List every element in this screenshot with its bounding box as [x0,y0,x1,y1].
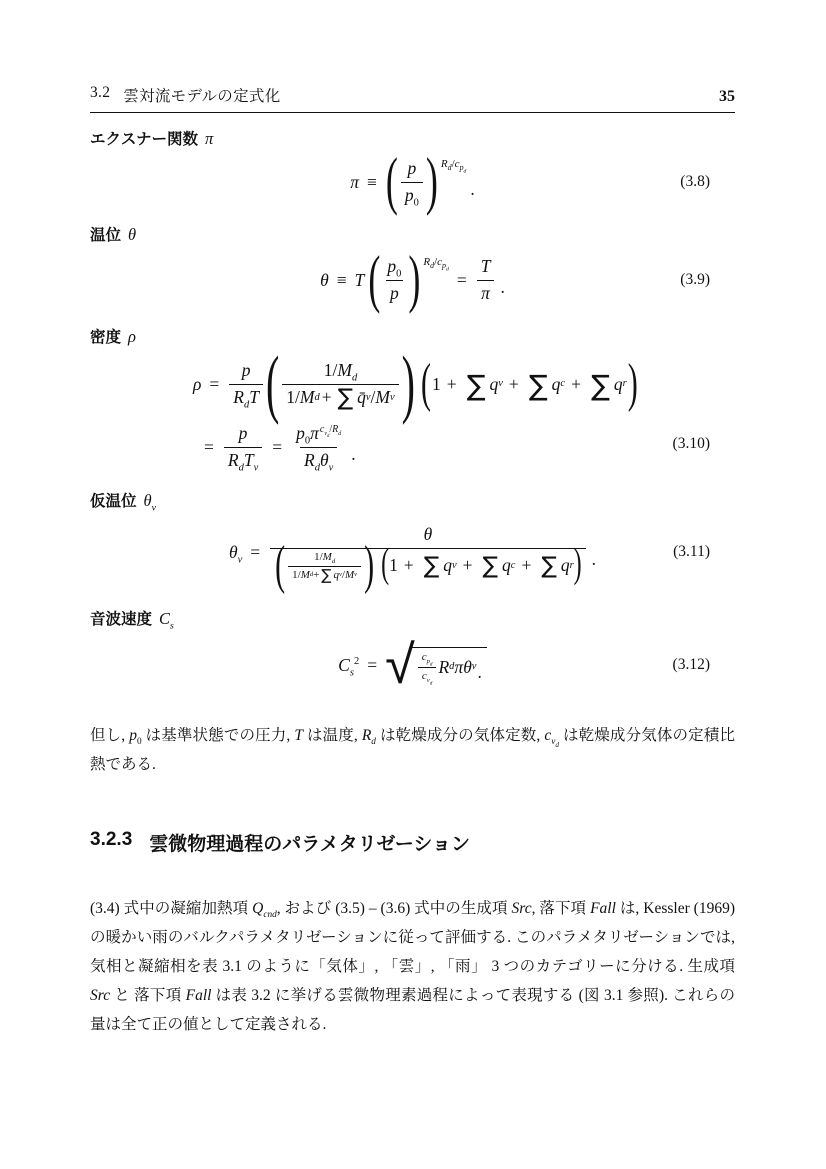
math-sym: c [319,423,325,435]
math-row [274,535,582,595]
body-text: と 落下項 [110,987,186,1004]
sigma-sum-symbol: ∑ [541,552,557,579]
left-paren: ( [368,242,381,315]
math-sub: d [351,372,358,384]
math-sym: C [159,609,171,628]
right-paren: ) [425,144,438,217]
math-sym: q [333,568,339,581]
slash: / [451,158,455,171]
frac-num: p [238,423,248,443]
equation-number: (3.10) [672,435,710,452]
math-sym: q [502,555,511,575]
inline-math: Q [252,900,264,917]
period: . [351,443,356,464]
exponent [319,423,342,440]
math-sub: 0 [396,268,402,280]
equation-number: (3.11) [673,543,710,560]
body-text: は乾燥成分の気体定数, [375,727,545,744]
frac-num [320,360,361,384]
right-paren: ) [573,542,582,587]
math-sym: q [443,555,452,575]
math-sym: T [249,387,259,407]
slash: / [370,387,376,407]
math-subsub: d [555,740,559,749]
equation-number: (3.12) [672,656,710,673]
math-sym: v [551,737,556,748]
right-paren: ) [401,339,415,426]
sigma-sum-symbol: ∑ [482,552,499,579]
sigma-sum-symbol: ∑ [590,368,610,402]
math-sup: 2 [353,655,360,667]
equation-3-8 [90,144,735,217]
plus-sign: + [313,568,320,581]
left-paren: ( [421,353,431,414]
fraction [477,256,495,304]
math-sym: 1 [432,373,441,394]
math-sub: 0 [413,197,419,209]
math-row: 1/ M d + ∑ q v / M v [292,565,358,584]
frac-den: π [477,280,494,304]
radicand [410,647,487,687]
right-paren: ) [627,353,638,414]
math-sym: R [304,450,315,471]
math-sym: c [454,158,460,171]
equals-sign: = [209,373,220,394]
fraction [383,256,405,304]
plus-sign: + [403,555,414,575]
term-name: 仮温位 [90,493,137,510]
body-text: , および (3.5) – (3.6) 式中の生成項 [276,900,512,917]
sigma-sum-symbol: ∑ [423,552,440,579]
math-sub [426,677,433,687]
math-sym: q̄ [357,387,366,407]
left-paren: ( [275,535,286,595]
frac-num: p [241,360,251,380]
body-text: , 落下項 [531,900,591,917]
term-name: 温位 [90,227,122,244]
frac-num [418,651,437,668]
theta-symbol: θ [320,450,329,471]
math-sub: cnd [263,910,277,921]
term-name: エクスナー関数 [90,131,199,148]
math-sym: q [551,373,561,394]
math-sym: q [613,373,623,394]
frac-num [383,256,405,280]
section-title: 雲対流モデルの定式化 [123,88,281,105]
math-sym: p [387,256,397,276]
math-row: R d π θ v . [438,656,482,682]
math-sub: s [170,620,174,632]
inline-math: p [129,727,137,744]
math-sym: T [243,450,254,470]
inline-math: Fall [590,900,616,917]
math-sub [442,261,449,273]
math-sym: p [459,163,464,173]
term-name: 密度 [90,329,122,346]
equiv-sign: ≡ [367,171,377,192]
equation-number: (3.9) [680,271,710,288]
math-subsub: d [429,680,433,687]
math-lhs: ρ [193,373,202,394]
equation-line-2 [204,419,735,475]
math-sub: s [349,667,354,678]
equation-number: (3.8) [680,173,710,190]
body-text: 但し, [90,727,130,744]
theta-symbol: θ [228,541,238,562]
running-header [90,84,735,113]
math-sub: d [314,462,320,474]
equals-sign: = [367,654,378,675]
frac-den [418,667,436,687]
math-sym: 1/ [286,387,300,407]
math-sub: d [338,430,342,437]
period: . [477,661,482,682]
plus-sign: + [446,373,457,394]
left-paren: ( [385,144,398,217]
frac-den [300,447,337,474]
math-sym: R [438,656,450,677]
inline-math: Fall [185,987,212,1004]
slash: / [434,256,438,269]
math-sub: v [151,502,157,514]
sigma-sum-symbol: ∑ [466,368,486,402]
sigma-sum-symbol: ∑ [321,565,332,584]
equiv-sign: ≡ [336,269,347,290]
body-paragraph [90,894,735,1039]
slash: / [341,568,345,581]
math-subsub: d [463,168,467,175]
body-text: (3.4) 式中の凝縮加熱項 [90,900,253,917]
equals-sign: = [204,436,214,457]
frac-den [288,565,361,584]
math-sym: θ [143,491,152,510]
period: . [470,178,475,199]
math-sym: M [300,568,310,581]
subsection-number: 3.2.3 [90,829,133,850]
math-sym: 1/ [314,550,323,563]
theta-symbol: θ [463,656,472,677]
math-sub: d [430,261,435,271]
frac-num [292,423,345,447]
math-sym: 1/ [323,360,338,380]
term-name: 音波速度 [90,611,153,628]
rho-symbol: ρ [128,327,136,346]
math-subsub: d [429,661,433,667]
math-sub: 0 [304,435,311,447]
body-text: は表 3.2 に挙げる雲微物理素過程によって表現する (図 3.1 参照). これらの量は全て正の値として定義される. [90,987,735,1033]
term-label-exner [90,127,735,149]
math-sym: T [354,269,365,290]
math-sym: 1 [389,555,398,575]
math-sym: M [337,360,352,380]
math-sym: p [442,261,446,271]
frac-den: p [386,280,403,304]
math-sym: p [404,185,414,205]
math-sub: v [253,462,259,474]
math-sym: M [375,387,390,407]
equation-3-9 [90,242,735,315]
inline-math: T [294,727,303,744]
cs-symbol [159,609,174,632]
math-sub: 0 [136,737,142,748]
math-sym: M [322,550,332,563]
math-sym: c [437,256,443,269]
section-number: 3.2 [90,84,111,101]
math-subsub: d [445,266,449,273]
math-sub: d [238,462,244,474]
fraction [229,360,263,411]
equation-line-1 [193,339,735,426]
math-sub: d [243,399,250,411]
math-sym: M [344,568,355,581]
plus-sign: + [462,555,473,575]
pi-symbol: π [205,129,214,148]
sigma-sum-symbol: ∑ [337,384,354,411]
math-sub: d [447,163,452,173]
math-sym: C [338,654,350,675]
factor-group: ( 1 + ∑ q v + ∑ q c + ∑ q r ) [381,542,582,587]
sigma-sum-symbol: ∑ [528,368,548,402]
frac-num: p [407,158,417,178]
frac-den [270,535,586,595]
math-lhs [338,655,359,676]
math-sym: R [233,387,244,407]
frac-num: θ [423,523,433,544]
frac-den [401,182,423,209]
math-sub [551,737,559,747]
left-paren: ( [265,339,280,426]
math-sub [427,658,433,665]
theta-v-symbol [143,491,157,514]
equals-sign: = [250,541,261,562]
pi-symbol: π [310,422,319,443]
math-sym: M [299,387,315,407]
frac-den [282,384,398,411]
factor-group: ( 1 + ∑ q v + ∑ q c + ∑ q r ) [421,353,638,414]
math-sym: p [426,657,430,665]
plus-sign: + [571,373,581,394]
math-sym: c [421,650,427,663]
fraction [282,360,398,411]
small-fraction [418,650,437,687]
math-sym: q [489,373,499,394]
inline-math: c [544,727,552,744]
exponent [423,256,449,273]
equation-3-10 [193,339,735,475]
inline-math: Src [90,987,111,1004]
page-number: 35 [719,88,735,105]
exponent [440,158,467,175]
right-paren: ) [364,535,375,595]
fraction [292,422,345,474]
inline-math: R [361,727,372,744]
math-sym: p [296,422,305,443]
math-sym: R [423,256,431,269]
period: . [500,276,505,297]
math-sub: v [237,554,243,565]
pi-symbol: π [454,656,464,677]
math-row: 1/ M d + ∑ q̄ v / M v [286,384,395,411]
body-text: は温度, [302,727,362,744]
left-paren: ( [381,542,390,587]
fraction [401,158,423,209]
math-sym: q [560,555,570,575]
math-sub: v [328,462,334,474]
running-header-title [90,84,281,106]
math-sym: R [227,450,239,470]
math-sym: v [426,677,430,685]
plus-sign: + [508,373,519,394]
equals-sign: = [272,436,283,457]
subsection-title: 雲微物理過程のパラメタリゼーション [149,834,470,855]
slash: / [329,423,333,435]
frac-den [229,384,263,411]
math-sub: d [331,557,336,565]
body-text: は基準状態での圧力, [141,727,295,744]
fraction [224,423,262,474]
math-sym: 1/ [292,568,301,581]
math-sym: R [440,158,448,171]
body-text: は, Kessler (1969) の暖かい雨のバルクパラメタリゼーションに従って評価する. このパラメタリゼーションでは, 気相と凝縮相を表 3.1 のように「気体」, 「雲」, 「雨」 3 つのカテゴリーに分ける. 生成項 [90,900,735,975]
math-subsub: d [327,434,330,440]
right-paren: ) [408,242,421,315]
math-sym: R [332,423,339,435]
math-sym: v [324,430,328,437]
equals-sign: = [456,269,467,290]
math-lhs: θ [320,269,329,290]
note-paragraph [90,721,735,779]
body-text: は乾燥成分気体の定積比熱である. [90,727,735,773]
math-lhs [229,542,242,563]
plus-sign: + [321,387,332,407]
frac-num [310,551,339,566]
subsection-heading [90,829,735,856]
inline-math: Src [511,900,532,917]
square-root: √ $\frac{c_{p_d}}{c_{v_d}}$ R d π θ v . [385,647,487,684]
period: . [591,548,597,569]
frac-num: T [480,256,491,276]
term-label-kaontai [90,489,735,514]
small-fraction [288,550,361,584]
theta-symbol: θ [128,225,137,244]
math-sub [459,163,467,175]
math-lhs: π [350,171,360,192]
big-fraction [270,523,586,595]
plus-sign: + [521,555,532,575]
math-sym: c [421,670,427,682]
term-label-onpa [90,607,735,632]
math-sub: d [371,737,376,748]
equation-3-11 [90,513,735,595]
frac-den [224,447,262,474]
equation-3-12 [90,633,735,697]
